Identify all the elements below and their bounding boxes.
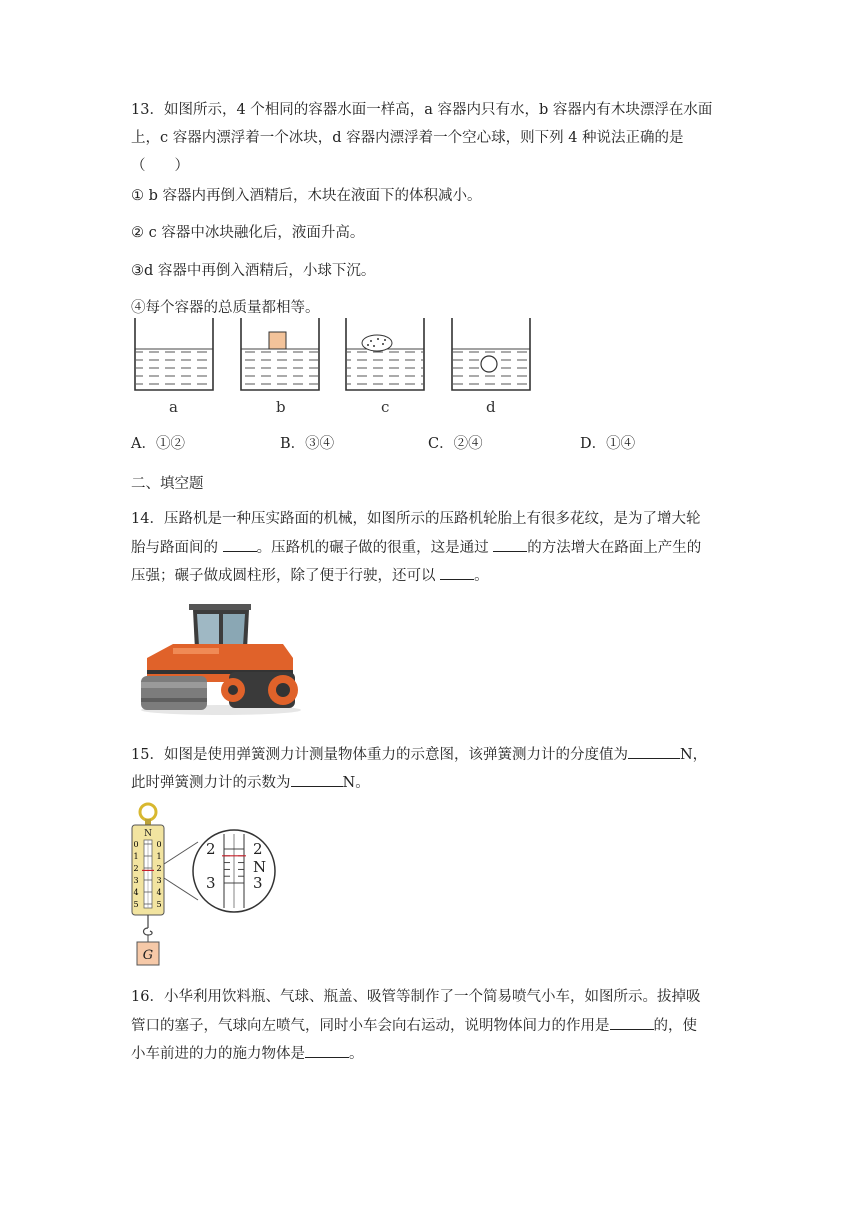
blank-division-value[interactable] bbox=[628, 744, 680, 759]
q14-line2: 胎与路面间的 。压路机的碾子做的很重，这是通过 的方法增大在路面上产生的 bbox=[131, 537, 701, 558]
section-title: 二、填空题 bbox=[131, 476, 204, 492]
weight-label: G bbox=[142, 948, 154, 963]
scale-tick-left: 5 bbox=[133, 900, 139, 909]
ice-block bbox=[362, 335, 392, 351]
zoom-tick-right-2: 2 bbox=[253, 840, 263, 858]
scale-unit: N bbox=[144, 829, 152, 839]
containers-figure bbox=[131, 316, 536, 418]
blank-reading[interactable] bbox=[291, 772, 343, 787]
q15-line1: 15．如图是使用弹簧测力计测量物体重力的示意图，该弹簧测力计的分度值为 N， bbox=[131, 744, 707, 765]
blank-friction[interactable] bbox=[223, 537, 257, 552]
option-c: C．②④ bbox=[428, 436, 483, 452]
scale-tick-right: 0 bbox=[156, 840, 162, 849]
q13-statement-4: ④每个容器的总质量都相等。 bbox=[131, 300, 320, 316]
hook-icon bbox=[144, 928, 153, 935]
q14-line3: 压强；碾子做成圆柱形，除了便于行驶，还可以 。 bbox=[131, 565, 489, 586]
scale-tick-left: 4 bbox=[133, 888, 139, 897]
q16-line2: 管口的塞子，气球向左喷气，同时小车会向右运动，说明物体间力的作用是 的，使 bbox=[131, 1015, 697, 1036]
scale-tick-left: 2 bbox=[133, 864, 139, 873]
road-roller-image bbox=[133, 598, 303, 716]
q13-line2: 上，c 容器内漂浮着一个冰块，d 容器内漂浮着一个空心球，则下列 4 种说法正确的是 bbox=[131, 130, 684, 146]
scale-tick-left: 3 bbox=[133, 876, 139, 885]
container-label-d: d bbox=[486, 398, 496, 416]
option-d: D．①④ bbox=[580, 436, 636, 452]
q13-statement-1: ① b 容器内再倒入酒精后，木块在液面下的体积减小。 bbox=[131, 188, 482, 204]
scale-tick-right: 4 bbox=[156, 888, 162, 897]
container-d bbox=[452, 318, 530, 390]
hanging-ring bbox=[140, 804, 156, 820]
blank-force-nature[interactable] bbox=[610, 1015, 654, 1030]
blank-roller-purpose[interactable] bbox=[440, 565, 474, 580]
spring-scale-figure bbox=[126, 800, 276, 972]
hollow-ball bbox=[481, 356, 497, 372]
scale-tick-left: 0 bbox=[133, 840, 139, 849]
blank-force-source[interactable] bbox=[305, 1043, 349, 1058]
blank-method[interactable] bbox=[493, 537, 527, 552]
scale-tick-right: 1 bbox=[156, 852, 162, 861]
container-a bbox=[135, 318, 213, 390]
q13-answer-bracket: （ ） bbox=[131, 158, 189, 174]
container-label-a: a bbox=[169, 398, 178, 416]
q15-line2: 此时弹簧测力计的示数为 N。 bbox=[131, 772, 370, 793]
container-label-b: b bbox=[276, 398, 286, 416]
option-b: B．③④ bbox=[280, 436, 335, 452]
q16-line3: 小车前进的力的施力物体是 。 bbox=[131, 1043, 364, 1064]
q13-line1: 13．如图所示，4 个相同的容器水面一样高，a 容器内只有水，b 容器内有木块漂浮在水面 bbox=[131, 102, 713, 118]
zoom-tick-left-3: 3 bbox=[206, 874, 216, 892]
container-b bbox=[241, 318, 319, 390]
q13-statement-2: ② c 容器中冰块融化后，液面升高。 bbox=[131, 225, 365, 241]
zoom-magnifier bbox=[193, 830, 275, 912]
zoom-unit: N bbox=[253, 858, 267, 876]
q13-statement-3: ③d 容器中再倒入酒精后，小球下沉。 bbox=[131, 263, 376, 279]
wood-block bbox=[269, 332, 286, 349]
zoom-tick-right-3: 3 bbox=[253, 874, 263, 892]
zoom-tick-left-2: 2 bbox=[206, 840, 216, 858]
scale-tick-right: 5 bbox=[156, 900, 162, 909]
container-label-c: c bbox=[381, 398, 390, 416]
q16-line1: 16．小华利用饮料瓶、气球、瓶盖、吸管等制作了一个简易喷气小车，如图所示。拔掉吸 bbox=[131, 989, 701, 1005]
q14-line1: 14．压路机是一种压实路面的机械，如图所示的压路机轮胎上有很多花纹，是为了增大轮 bbox=[131, 511, 701, 527]
scale-tick-right: 2 bbox=[156, 864, 162, 873]
scale-tick-left: 1 bbox=[133, 852, 139, 861]
container-c bbox=[346, 318, 424, 390]
scale-tick-right: 3 bbox=[156, 876, 162, 885]
option-a: A．①② bbox=[131, 436, 185, 452]
